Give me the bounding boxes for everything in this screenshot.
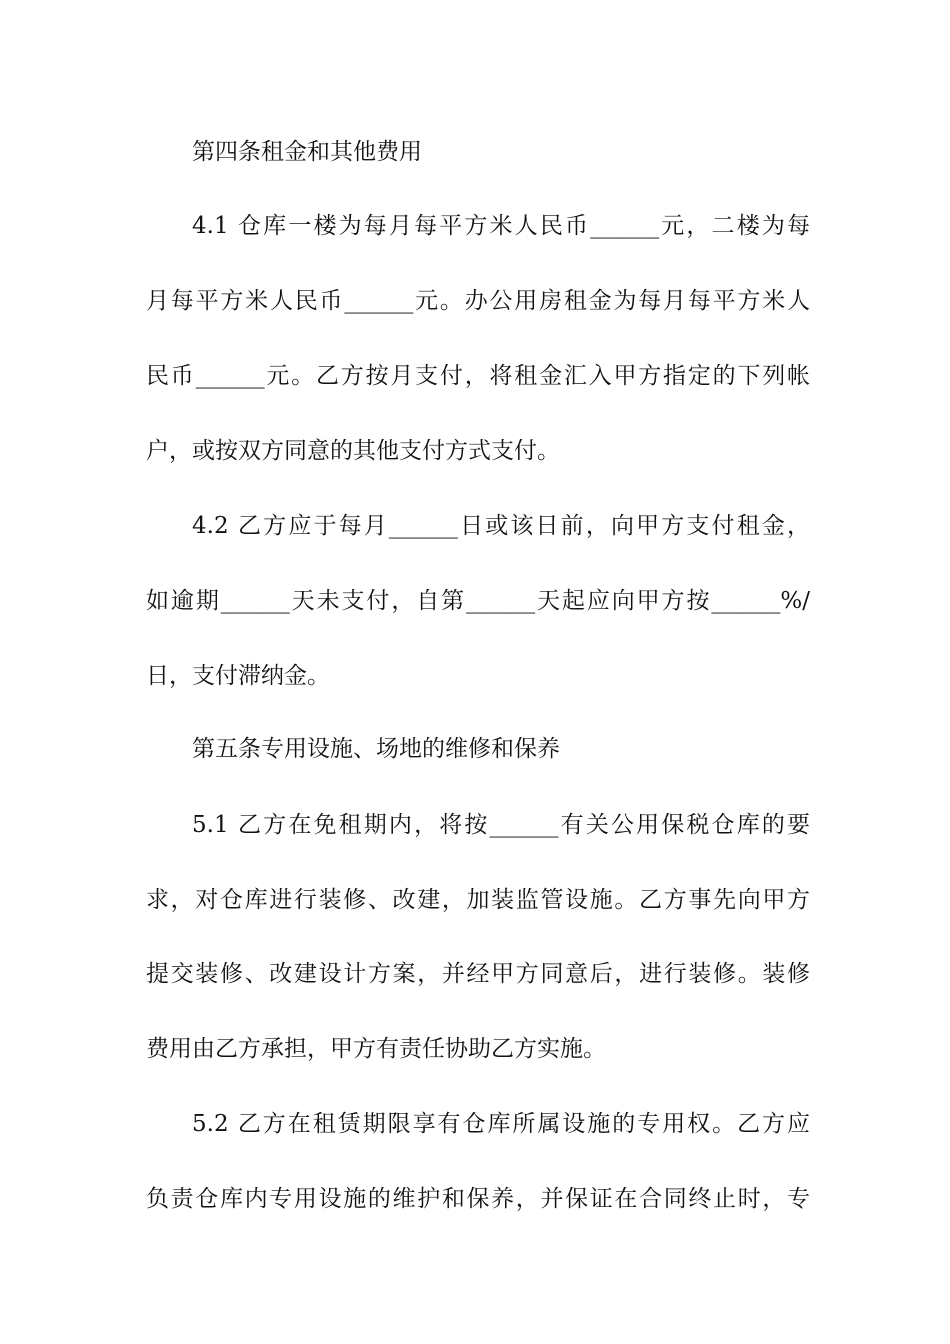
clause-4-1-line-3: 民币______元。乙方按月支付，将租金汇入甲方指定的下列帐 bbox=[146, 363, 810, 389]
clause-4-1-line-2: 月每平方米人民币______元。办公用房租金为每月每平方米人 bbox=[146, 288, 810, 314]
clause-4-2-line-3: 日，支付滞纳金。 bbox=[146, 663, 330, 689]
article-5-heading: 第五条专用设施、场地的维修和保养 bbox=[192, 736, 560, 762]
clause-4-2-line-1: 4.2 乙方应于每月______日或该日前，向甲方支付租金， bbox=[192, 513, 810, 539]
clause-5-2-line-1: 5.2 乙方在租赁期限享有仓库所属设施的专用权。乙方应 bbox=[192, 1111, 810, 1137]
clause-4-2-line-2: 如逾期______天未支付，自第______天起应向甲方按______%/ bbox=[146, 588, 810, 614]
clause-5-1-line-2: 求，对仓库进行装修、改建，加装监管设施。乙方事先向甲方 bbox=[146, 887, 810, 913]
clause-5-2-line-2: 负责仓库内专用设施的维护和保养，并保证在合同终止时，专 bbox=[146, 1186, 810, 1212]
clause-4-1-line-1: 4.1 仓库一楼为每月每平方米人民币______元，二楼为每 bbox=[192, 213, 810, 239]
article-4-heading: 第四条租金和其他费用 bbox=[192, 139, 422, 165]
clause-5-1-line-4: 费用由乙方承担，甲方有责任协助乙方实施。 bbox=[146, 1036, 606, 1062]
clause-4-1-line-4: 户，或按双方同意的其他支付方式支付。 bbox=[146, 438, 560, 464]
clause-5-1-line-1: 5.1 乙方在免租期内，将按______有关公用保税仓库的要 bbox=[192, 812, 810, 838]
clause-5-1-line-3: 提交装修、改建设计方案，并经甲方同意后，进行装修。装修 bbox=[146, 961, 810, 987]
